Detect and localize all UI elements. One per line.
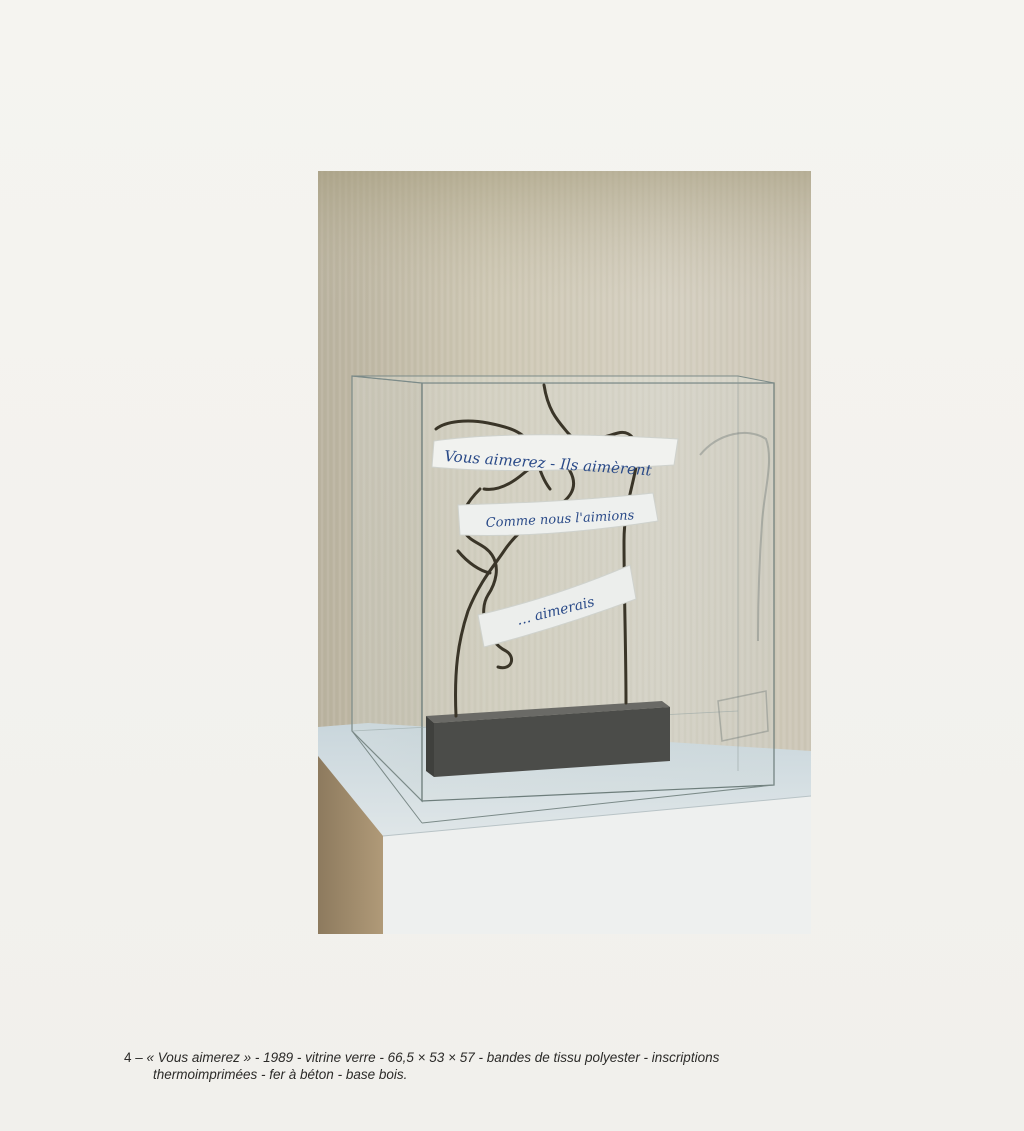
- caption-line-1: « Vous aimerez » - 1989 - vitrine verre - 66,5 × 53 × 57 - bandes de tissu polyester - inscriptions: [146, 1050, 720, 1065]
- ribbon-inscription-2: Comme nous l'aimions: [485, 508, 635, 531]
- caption-number: 4 –: [124, 1050, 143, 1065]
- artwork-illustration: [318, 171, 811, 934]
- caption-line-2: thermoimprimées - fer à béton - base bois.: [153, 1067, 408, 1082]
- ribbon-inscription-1: Vous aimerez - Ils aimèrent: [443, 447, 653, 480]
- artwork-photograph: [318, 171, 811, 934]
- artwork-caption: [124, 1049, 844, 1083]
- ribbon-inscription-3: … aimerais: [515, 594, 597, 629]
